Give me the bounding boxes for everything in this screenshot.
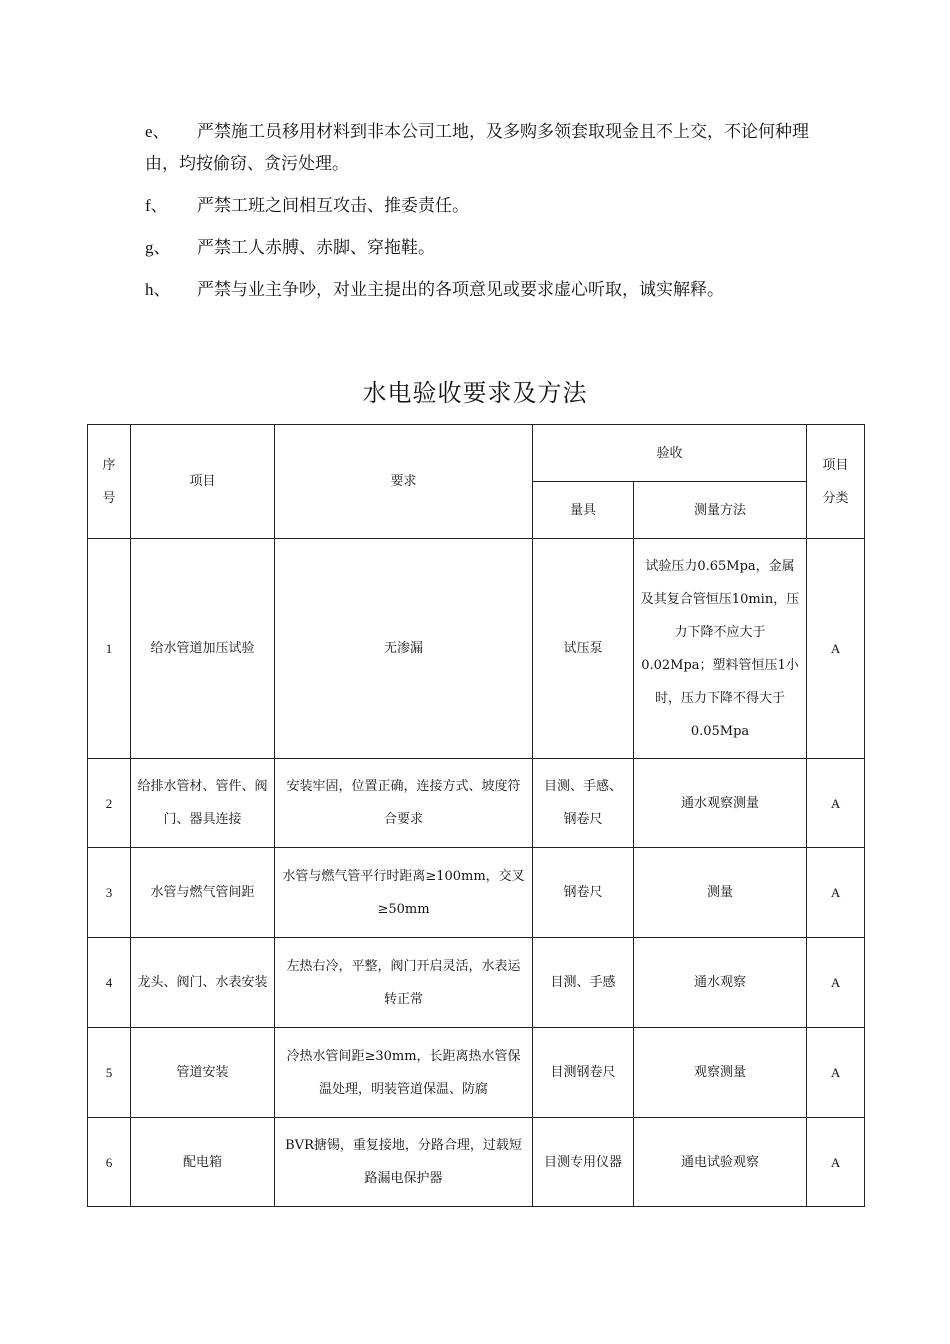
row-category: A: [807, 759, 865, 848]
row-seq: 4: [88, 938, 131, 1028]
header-acceptance: 验收: [533, 425, 807, 482]
row-tool: 目测、手感: [533, 938, 634, 1028]
header-requirement: 要求: [275, 425, 533, 539]
row-method: 观察测量: [634, 1028, 807, 1118]
row-requirement: 左热右冷，平整，阀门开启灵活，水表运转正常: [275, 938, 533, 1028]
rule-marker: g、: [145, 238, 171, 257]
row-seq: 1: [88, 539, 131, 759]
rule-marker: e、: [145, 122, 170, 141]
row-method: 通电试验观察: [634, 1118, 807, 1207]
row-seq: 2: [88, 759, 131, 848]
table-row: [88, 848, 865, 938]
header-tool: 量具: [533, 482, 634, 539]
row-item: 水管与燃气管间距: [131, 848, 275, 938]
row-requirement: BVR搪锡，重复接地，分路合理，过载短路漏电保护器: [275, 1118, 533, 1207]
row-category: A: [807, 539, 865, 759]
rule-text: 严禁施工员移用材料到非本公司工地，及多购多领套取现金且不上交，不论何种理由，均按偷窃、贪污处理。: [145, 122, 809, 174]
header-category: 项目分类: [807, 425, 865, 539]
row-tool: 目测、手感、钢卷尺: [533, 759, 634, 848]
row-category: A: [807, 938, 865, 1028]
rule-text: 严禁与业主争吵，对业主提出的各项意见或要求虚心听取，诚实解释。: [197, 280, 724, 300]
table-row: [88, 1118, 865, 1207]
row-category: A: [807, 1028, 865, 1118]
table-row: [88, 539, 865, 759]
rule-text: 严禁工班之间相互攻击、推委责任。: [197, 196, 469, 216]
row-method: 试验压力0.65Mpa，金属及其复合管恒压10min，压力下降不应大于0.02Mpa；塑料管恒压1小时，压力下降不得大于0.05Mpa: [634, 539, 807, 759]
row-method: 测量: [634, 848, 807, 938]
rule-text: 严禁工人赤膊、赤脚、穿拖鞋。: [197, 238, 435, 258]
row-item: 给排水管材、管件、阀门、器具连接: [131, 759, 275, 848]
rule-item-f: [145, 190, 815, 222]
row-seq: 3: [88, 848, 131, 938]
row-item: 管道安装: [131, 1028, 275, 1118]
row-tool: 目测专用仪器: [533, 1118, 634, 1207]
row-requirement: 水管与燃气管平行时距离≥100mm，交叉≥50mm: [275, 848, 533, 938]
row-seq: 5: [88, 1028, 131, 1118]
rule-marker: h、: [145, 280, 171, 299]
rule-item-h: [145, 274, 815, 306]
row-method: 通水观察测量: [634, 759, 807, 848]
row-category: A: [807, 1118, 865, 1207]
table-row: [88, 938, 865, 1028]
rule-marker: f、: [145, 196, 168, 215]
row-seq: 6: [88, 1118, 131, 1207]
rule-item-g: [145, 232, 815, 264]
row-requirement: 安装牢固，位置正确，连接方式、坡度符合要求: [275, 759, 533, 848]
row-item: 配电箱: [131, 1118, 275, 1207]
table-row: [88, 759, 865, 848]
row-category: A: [807, 848, 865, 938]
header-row: [88, 425, 865, 482]
header-method: 测量方法: [634, 482, 807, 539]
row-item: 龙头、阀门、水表安装: [131, 938, 275, 1028]
header-item: 项目: [131, 425, 275, 539]
page-title: 水电验收要求及方法: [362, 379, 588, 407]
row-requirement: 冷热水管间距≥30mm，长距离热水管保温处理，明装管道保温、防腐: [275, 1028, 533, 1118]
row-requirement: 无渗漏: [275, 539, 533, 759]
table-row: [88, 1028, 865, 1118]
row-tool: 钢卷尺: [533, 848, 634, 938]
acceptance-table: [87, 424, 865, 1207]
row-method: 通水观察: [634, 938, 807, 1028]
row-tool: 目测钢卷尺: [533, 1028, 634, 1118]
header-seq: 序号: [88, 425, 131, 539]
row-item: 给水管道加压试验: [131, 539, 275, 759]
rules-list: [145, 116, 815, 316]
row-tool: 试压泵: [533, 539, 634, 759]
rule-item-e: [145, 116, 815, 180]
